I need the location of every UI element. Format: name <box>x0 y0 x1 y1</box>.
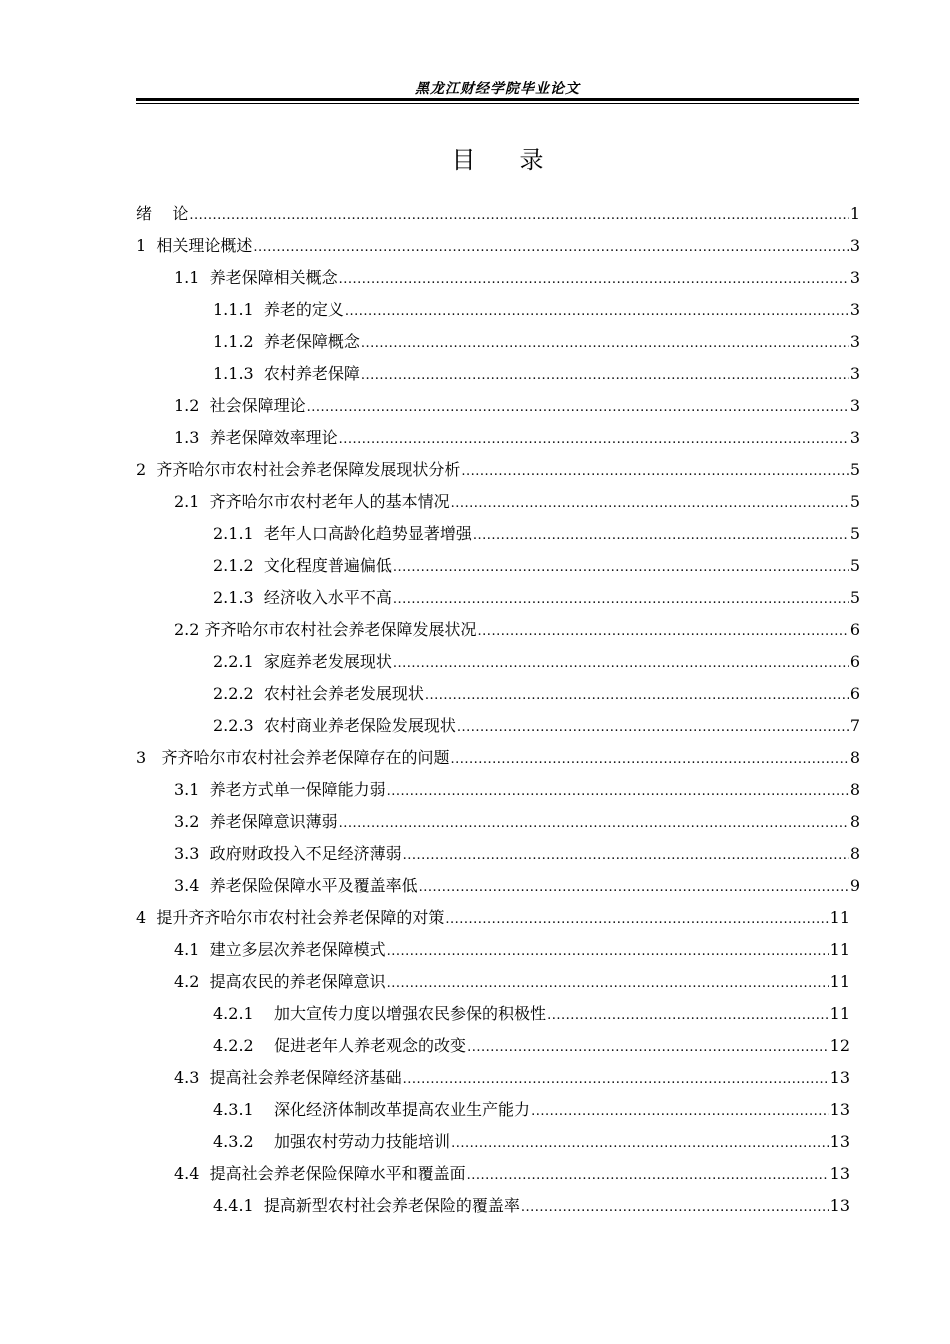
toc-entry[interactable] <box>136 358 860 390</box>
dot-leader <box>457 712 849 744</box>
toc-entry-page-number: 3 <box>849 268 860 287</box>
toc-entry-label: 4.3.2 加强农村劳动力技能培训 <box>213 1132 451 1151</box>
toc-entry-page-number: 11 <box>829 940 850 959</box>
toc-entry-label: 2 齐齐哈尔市农村社会养老保障发展现状分析 <box>136 460 461 479</box>
toc-entry-label: 3.4 养老保险保障水平及覆盖率低 <box>174 876 418 895</box>
toc-entry-label: 3.2 养老保障意识薄弱 <box>174 812 338 831</box>
dot-leader <box>521 1192 829 1224</box>
toc-entry-page-number: 5 <box>849 492 860 511</box>
dot-leader <box>339 808 849 840</box>
dot-leader <box>451 488 849 520</box>
toc-entry-label: 4.3.1 深化经济体制改革提高农业生产能力 <box>213 1100 531 1119</box>
dot-leader <box>387 936 829 968</box>
toc-entry-page-number: 5 <box>849 556 860 575</box>
toc-entry-label: 2.1.1 老年人口高龄化趋势显著增强 <box>213 524 472 543</box>
toc-entry[interactable] <box>136 230 860 262</box>
toc-entry-label: 4.1 建立多层次养老保障模式 <box>174 940 386 959</box>
toc-entry-label: 3 齐齐哈尔市农村社会养老保障存在的问题 <box>136 748 450 767</box>
toc-entry-label: 4.2.1 加大宣传力度以增强农民参保的积极性 <box>213 1004 547 1023</box>
toc-entry[interactable] <box>136 966 850 998</box>
dot-leader <box>393 584 849 616</box>
toc-entry-label: 2.2.1 家庭养老发展现状 <box>213 652 392 671</box>
toc-entry-label: 2.2.3 农村商业养老保险发展现状 <box>213 716 456 735</box>
dot-leader <box>253 232 848 264</box>
toc-entry-label: 2.1.2 文化程度普遍偏低 <box>213 556 392 575</box>
dot-leader <box>339 424 849 456</box>
dot-leader <box>445 904 828 936</box>
toc-entry-page-number: 7 <box>849 716 860 735</box>
toc-entry[interactable] <box>136 838 860 870</box>
dot-leader <box>393 648 849 680</box>
toc-entry[interactable] <box>136 262 860 294</box>
dot-leader <box>361 360 849 392</box>
dot-leader <box>478 616 849 648</box>
toc-entry[interactable] <box>136 390 860 422</box>
toc-entry-label: 4.2 提高农民的养老保障意识 <box>174 972 386 991</box>
toc-entry[interactable] <box>136 518 860 550</box>
toc-entry-label: 1.1.2 养老保障概念 <box>213 332 360 351</box>
toc-entry-label: 3.3 政府财政投入不足经济薄弱 <box>174 844 402 863</box>
toc-entry-page-number: 8 <box>849 812 860 831</box>
toc-entry[interactable] <box>136 422 860 454</box>
toc-entry-label: 1.1 养老保障相关概念 <box>174 268 338 287</box>
toc-entry[interactable] <box>136 774 860 806</box>
dot-leader <box>425 680 849 712</box>
toc-entry-page-number: 6 <box>849 684 860 703</box>
toc-entry-page-number: 5 <box>849 524 860 543</box>
dot-leader <box>189 200 848 232</box>
toc-entry[interactable] <box>136 1190 850 1222</box>
toc-entry[interactable] <box>136 550 860 582</box>
toc-entry[interactable] <box>136 678 860 710</box>
dot-leader <box>307 392 849 424</box>
running-header: 黑龙江财经学院毕业论文 <box>415 81 580 97</box>
toc-entry-label: 3.1 养老方式单一保障能力弱 <box>174 780 386 799</box>
toc-title: 目录 <box>451 146 588 174</box>
dot-leader <box>393 552 849 584</box>
toc-entry[interactable] <box>136 1030 850 1062</box>
dot-leader <box>387 968 829 1000</box>
toc-entry[interactable] <box>136 742 860 774</box>
toc-entry-page-number: 9 <box>849 876 860 895</box>
dot-leader <box>451 1128 829 1160</box>
toc-entry-page-number: 12 <box>829 1036 850 1055</box>
toc-entry-label: 2.2 齐齐哈尔市农村社会养老保障发展状况 <box>174 620 477 639</box>
toc-entry-label: 1.2 社会保障理论 <box>174 396 306 415</box>
header-rule-thick <box>136 98 859 101</box>
header-rule-thin <box>136 103 859 104</box>
dot-leader <box>467 1160 829 1192</box>
toc-entry[interactable] <box>136 710 860 742</box>
dot-leader <box>419 872 849 904</box>
toc-entry-page-number: 13 <box>829 1068 850 1087</box>
toc-entry-label: 绪 论 <box>136 204 189 223</box>
toc-entry-page-number: 13 <box>829 1196 850 1215</box>
dot-leader <box>339 264 849 296</box>
toc-entry-page-number: 13 <box>829 1164 850 1183</box>
toc-entry[interactable] <box>136 614 860 646</box>
toc-entry[interactable] <box>136 294 860 326</box>
toc-entry-page-number: 13 <box>829 1132 850 1151</box>
toc-entry-page-number: 1 <box>849 204 860 223</box>
toc-entry[interactable] <box>136 454 860 486</box>
toc-entry-page-number: 8 <box>849 748 860 767</box>
toc-entry-label: 2.2.2 农村社会养老发展现状 <box>213 684 424 703</box>
toc-entry-label: 4.4 提高社会养老保险保障水平和覆盖面 <box>174 1164 466 1183</box>
toc-entry[interactable] <box>136 486 860 518</box>
toc-entry[interactable] <box>136 582 860 614</box>
toc-entry[interactable] <box>136 326 860 358</box>
toc-entry[interactable] <box>136 870 860 902</box>
toc-entry[interactable] <box>136 1158 850 1190</box>
dot-leader <box>361 328 849 360</box>
toc-entry-page-number: 11 <box>829 1004 850 1023</box>
toc-entry[interactable] <box>136 934 850 966</box>
dot-leader <box>531 1096 829 1128</box>
toc-entry[interactable] <box>136 198 860 230</box>
toc-entry-label: 1 相关理论概述 <box>136 236 253 255</box>
dot-leader <box>403 1064 829 1096</box>
toc-entry-page-number: 3 <box>849 396 860 415</box>
toc-entry-page-number: 5 <box>849 588 860 607</box>
toc-entry[interactable] <box>136 1062 850 1094</box>
toc-entry-label: 4.3 提高社会养老保障经济基础 <box>174 1068 402 1087</box>
toc-entry[interactable] <box>136 1094 850 1126</box>
dot-leader <box>467 1032 829 1064</box>
toc-entry-page-number: 5 <box>849 460 860 479</box>
toc-entry[interactable] <box>136 646 860 678</box>
toc-entry-page-number: 11 <box>829 972 850 991</box>
toc-entry-page-number: 6 <box>849 620 860 639</box>
toc-entry-label: 4.2.2 促进老年人养老观念的改变 <box>213 1036 467 1055</box>
toc-entry[interactable] <box>136 1126 850 1158</box>
table-of-contents <box>136 198 860 1222</box>
toc-entry-label: 1.1.1 养老的定义 <box>213 300 344 319</box>
dot-leader <box>345 296 849 328</box>
toc-entry-page-number: 3 <box>849 364 860 383</box>
toc-entry-label: 1.3 养老保障效率理论 <box>174 428 338 447</box>
toc-entry-page-number: 3 <box>849 236 860 255</box>
toc-entry-page-number: 3 <box>849 428 860 447</box>
toc-entry-label: 1.1.3 农村养老保障 <box>213 364 360 383</box>
toc-entry-page-number: 8 <box>849 844 860 863</box>
toc-entry-page-number: 11 <box>829 908 850 927</box>
toc-entry[interactable] <box>136 998 850 1030</box>
dot-leader <box>461 456 848 488</box>
toc-entry-page-number: 13 <box>829 1100 850 1119</box>
toc-entry-label: 2.1 齐齐哈尔市农村老年人的基本情况 <box>174 492 450 511</box>
toc-entry-label: 2.1.3 经济收入水平不高 <box>213 588 392 607</box>
toc-entry-page-number: 6 <box>849 652 860 671</box>
toc-entry-label: 4 提升齐齐哈尔市农村社会养老保障的对策 <box>136 908 445 927</box>
toc-entry[interactable] <box>136 806 860 838</box>
toc-entry-page-number: 3 <box>849 332 860 351</box>
toc-entry-page-number: 3 <box>849 300 860 319</box>
dot-leader <box>473 520 849 552</box>
dot-leader <box>450 744 848 776</box>
toc-entry-label: 4.4.1 提高新型农村社会养老保险的覆盖率 <box>213 1196 520 1215</box>
dot-leader <box>403 840 849 872</box>
dot-leader <box>547 1000 829 1032</box>
dot-leader <box>387 776 849 808</box>
toc-entry-page-number: 8 <box>849 780 860 799</box>
toc-entry[interactable] <box>136 902 850 934</box>
